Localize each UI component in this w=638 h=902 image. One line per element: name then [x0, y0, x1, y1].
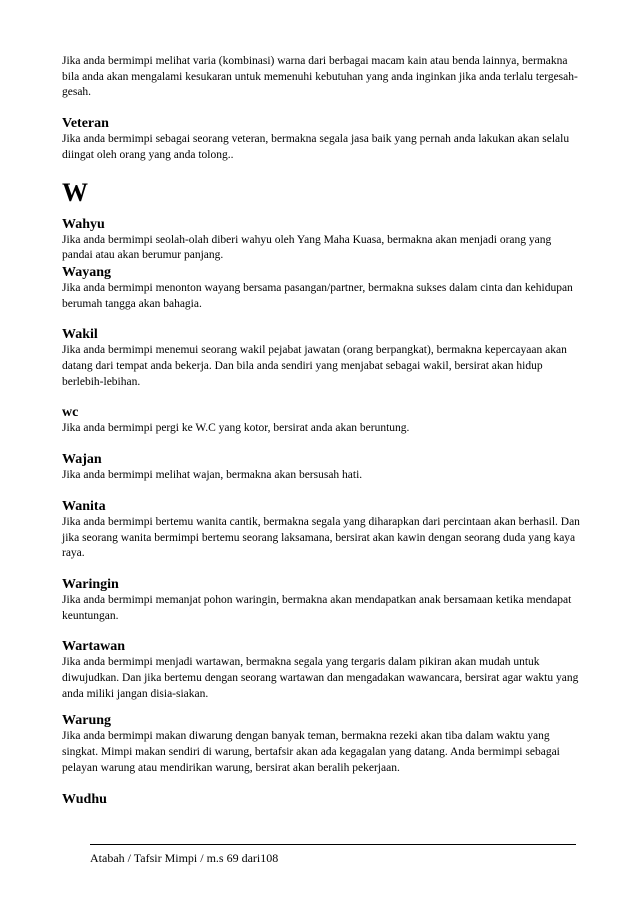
entry-title: Wajan — [62, 452, 102, 468]
entry-wanita — [62, 498, 582, 562]
entry-title: Waringin — [62, 576, 119, 592]
entry-warung — [62, 712, 582, 776]
entry-title: Wahyu — [62, 216, 105, 232]
entry-title: Wartawan — [62, 639, 125, 655]
entry-text: Jika anda bermimpi bertemu wanita cantik, bermakna segala yang diharapkan dari percintaan akan berhasil. Dan jika seorang wanita bermimpi bertemu seorang laksamana, bersirat akan kawin dengan seorang duda yang kaya raya. — [62, 515, 580, 560]
entry-title: Warung — [62, 713, 112, 729]
entry-title: Wayang — [62, 264, 112, 280]
document-page — [62, 54, 582, 808]
entry-text: Jika anda bermimpi makan diwarung dengan banyak teman, bermakna rezeki akan tiba dalam waktu yang singkat. Mimpi makan sendiri di warung, bertafsir akan ada kegagalan yang datang. Anda bermimpi sebagai pelayan warung atau mendirikan warung, bersirat akan beralih pekerjaan. — [62, 730, 560, 774]
footer-rule — [90, 844, 576, 845]
entry-text: Jika anda bermimpi memanjat pohon waringin, bermakna akan mendapatkan anak bersamaan ketika mendapat keuntungan. — [62, 593, 572, 622]
entry-title: Wakil — [62, 327, 98, 343]
entry-title: Wanita — [62, 498, 106, 514]
entry-text: Jika anda bermimpi menemui seorang wakil pejabat jawatan (orang berpangkat), bermakna kepercayaan akan datang dari tempat anda bekerja. Dan bila anda sendiri yang menjabat sebagai wakil, bersirat akan hidup berlebih-lebihan. — [62, 344, 567, 388]
intro-paragraph: Jika anda bermimpi melihat varia (kombinasi) warna dari berbagai macam kain atau benda lainnya, bermakna bila anda akan mengalami kesukaran untuk memenuhi kebutuhan yang anda inginkan jika anda terlalu tergesah-gesah. — [62, 55, 578, 99]
entry-wc — [62, 404, 582, 437]
entry-waringin — [62, 576, 582, 624]
entry-text: Jika anda bermimpi sebagai seorang veteran, bermakna segala jasa baik yang pernah anda lakukan akan selalu diingat oleh orang yang anda tolong.. — [62, 133, 570, 161]
entry-text: Jika anda bermimpi menonton wayang bersama pasangan/partner, bermakna sukses dalam cinta dan kehidupan berumah tangga akan bahagia. — [62, 281, 573, 310]
section-letter: W — [62, 177, 88, 207]
entry-title: Wudhu — [62, 791, 107, 807]
entry-text: Jika anda bermimpi menjadi wartawan, bermakna segala yang tergaris dalam pikiran akan mudah untuk diwujudkan. Dan jika bertemu dengan seorang wartawan dan mengadakan wawancara, bersirat agar waktu yang anda miliki jangan disia-siakan. — [62, 656, 579, 700]
entry-title: wc — [62, 405, 79, 421]
entry-wakil — [62, 326, 582, 390]
entry-wayang — [62, 264, 582, 312]
entry-wajan — [62, 451, 582, 484]
entry-title: Veteran — [62, 116, 109, 132]
entry-text: Jika anda bermimpi pergi ke W.C yang kotor, bersirat anda akan beruntung. — [62, 422, 410, 435]
entry-veteran — [62, 115, 582, 163]
entry-wudhu — [62, 791, 582, 808]
footer-text: Atabah / Tafsir Mimpi / m.s 69 dari108 — [90, 851, 279, 865]
entry-wartawan — [62, 638, 582, 702]
page-footer — [90, 844, 576, 865]
entry-wahyu — [62, 216, 582, 264]
entry-text: Jika anda bermimpi seolah-olah diberi wahyu oleh Yang Maha Kuasa, bermakna akan menjadi orang yang pandai atau akan berumur panjang. — [62, 233, 552, 262]
entry-text: Jika anda bermimpi melihat wajan, bermakna akan bersusah hati. — [62, 469, 363, 482]
